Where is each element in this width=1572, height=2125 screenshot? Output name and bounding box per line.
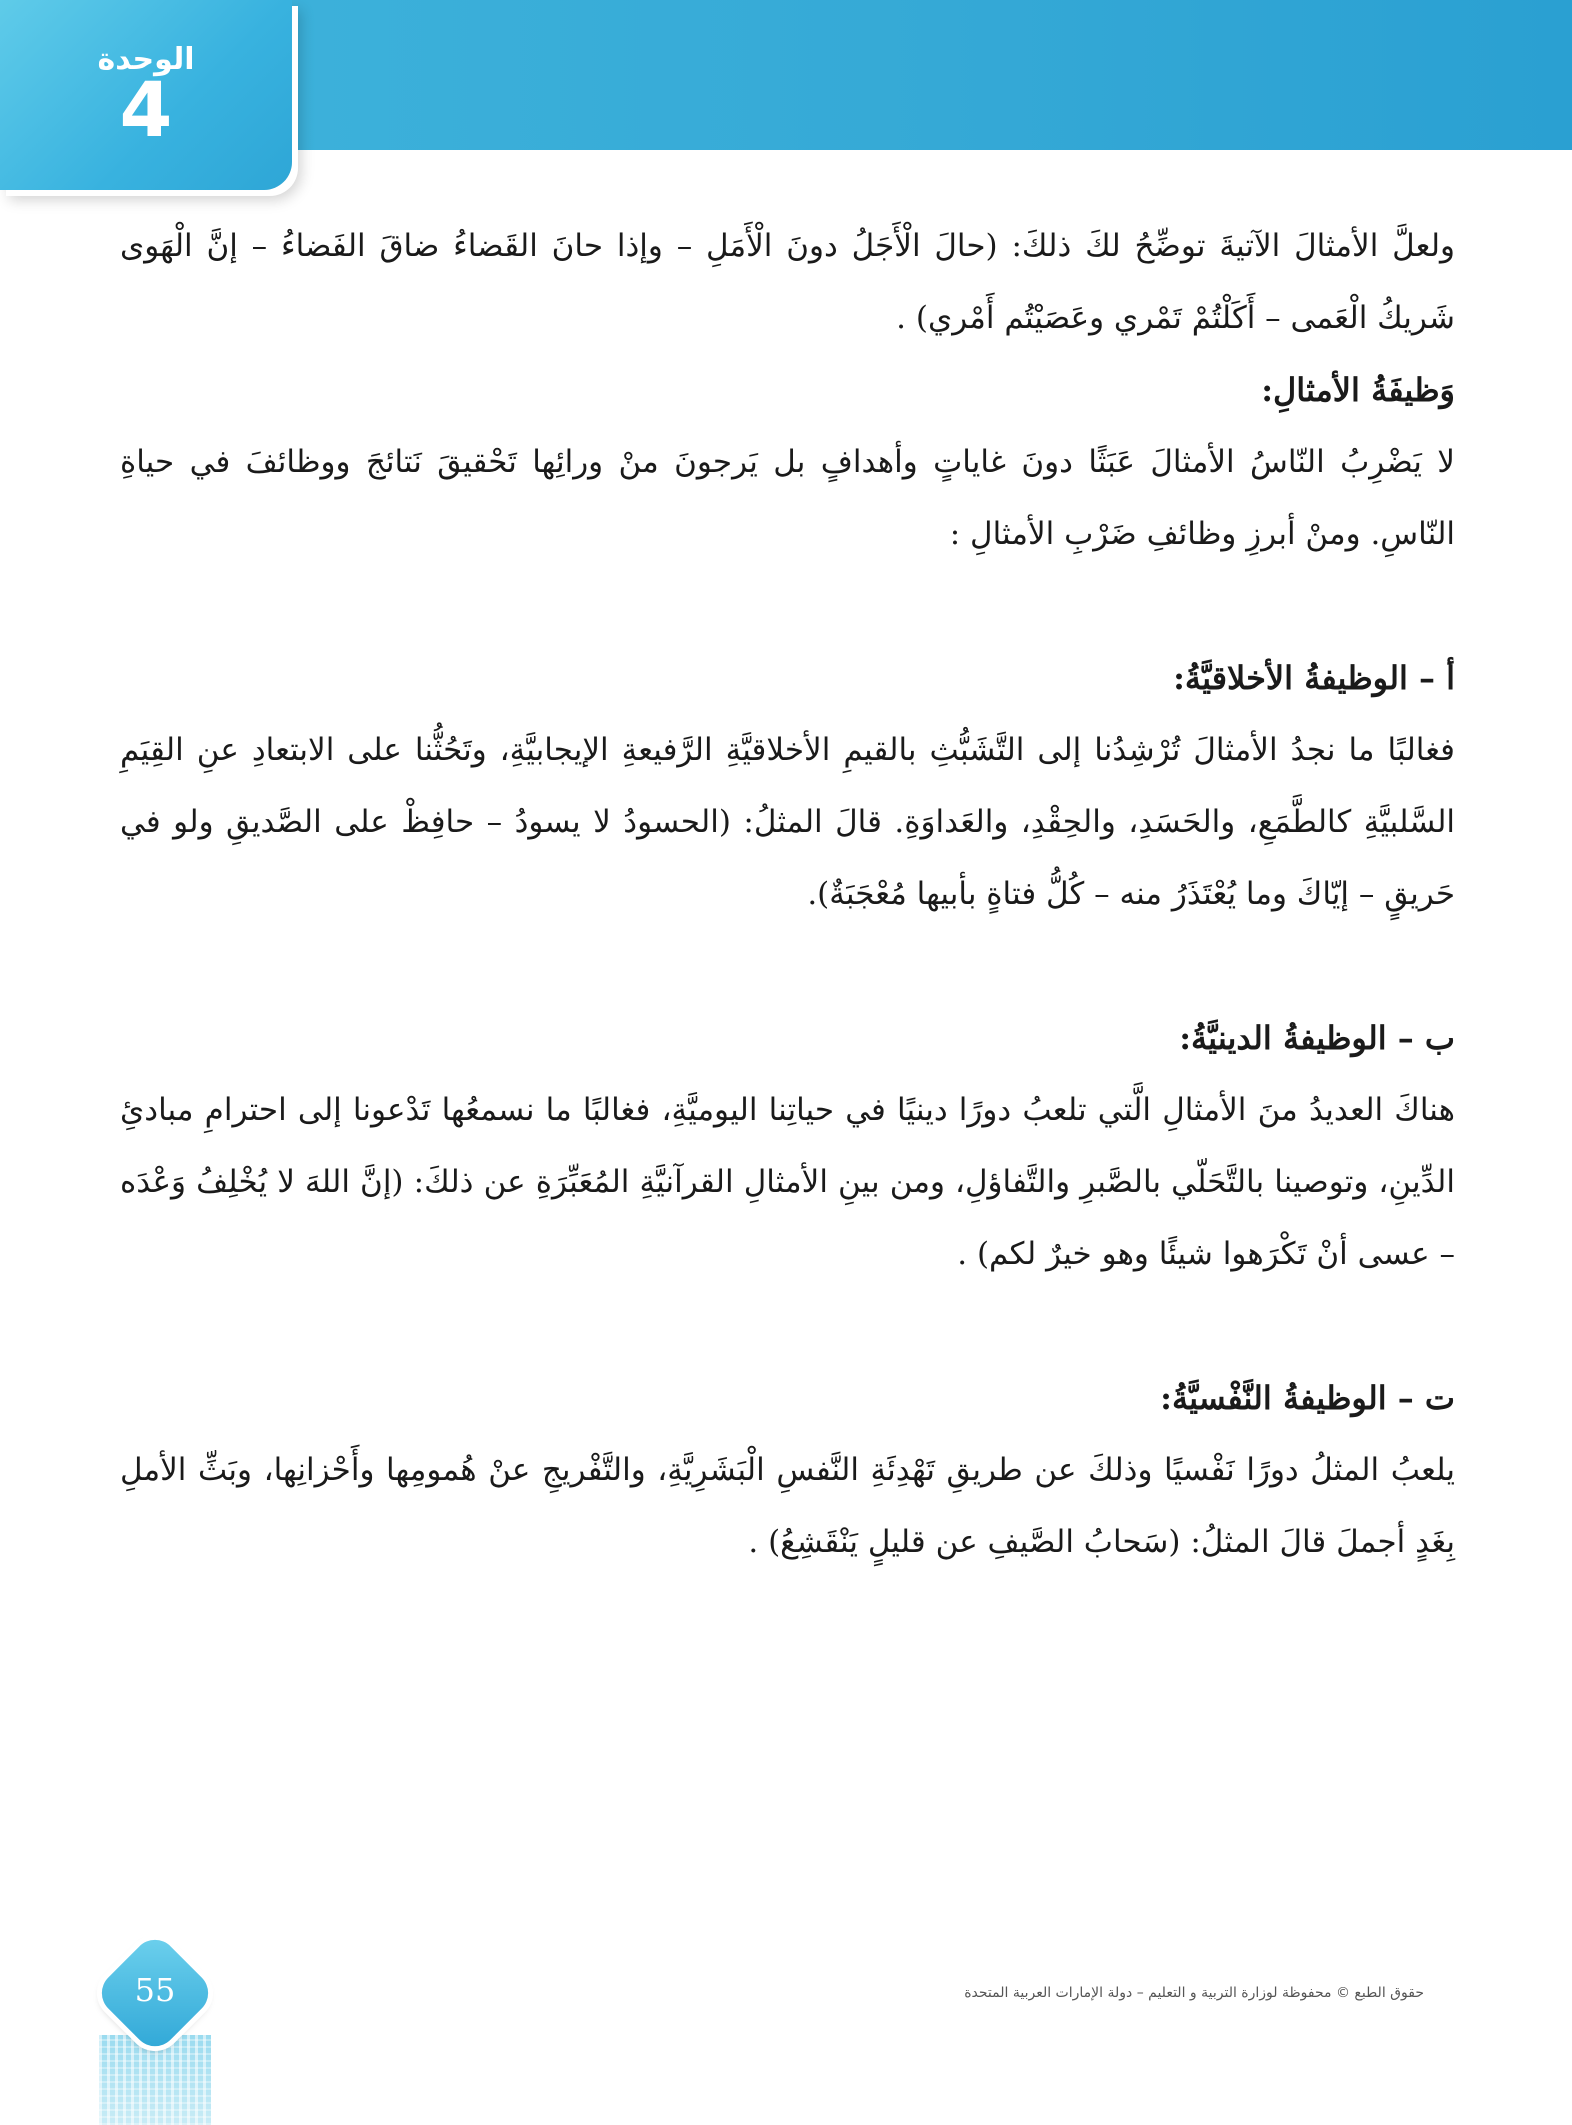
page-number-badge [95, 1935, 215, 2125]
section-title-religious: ب – الوظيفةُ الدينيَّةُ: [1179, 1019, 1455, 1057]
unit-number: 4 [119, 65, 173, 154]
page-content [120, 210, 1455, 1578]
intro-paragraph: ولعلَّ الأمثالَ الآتيةَ توضِّحُ لكَ ذلكَ: (حالَ الْأَجَلُ دونَ الْأَمَلِ – وإذا حانَ القَضاءُ ضاقَ الفَضاءُ – إنَّ الْهَوى شَريكُ الْعَمى – أَكَلْتُمْ تَمْري وعَصَيْتُم أَمْري) . [120, 228, 1455, 336]
page-number: 55 [134, 1971, 176, 2009]
section-body-religious: هناكَ العديدُ منَ الأمثالِ الَّتي تلعبُ دورًا دينيًا في حياتِنا اليوميَّةِ، فغالبًا ما نسمعُها تَدْعونا إلى احترامِ مبادئِ الدِّينِ، وتوصينا بالتَّحَلّي بالصَّبرِ والتَّفاؤلِ، ومن بينِ الأمثالِ القرآنيَّةِ المُعَبِّرَةِ عن ذلكَ: (إنَّ اللهَ لا يُخْلِفُ وَعْدَه – عسى أنْ تَكْرَهوا شيئًا وهو خيرٌ لكم) . [120, 1092, 1455, 1272]
section-body-main: لا يَضْرِبُ النّاسُ الأمثالَ عَبَثًا دونَ غاياتٍ وأهدافٍ بل يَرجونَ منْ ورائِها تَحْقيقَ نَتائجَ ووظائفَ في حياةِ النّاسِ. ومنْ أبرزِ وظائفِ ضَرْبِ الأمثالِ : [120, 444, 1455, 552]
unit-tab [0, 0, 292, 190]
section-title-psychological: ت – الوظيفةُ النَّفْسيَّةُ: [1160, 1379, 1455, 1417]
section-title-ethical: أ – الوظيفةُ الأخلاقيَّةُ: [1173, 659, 1455, 697]
decorative-texture [99, 2035, 211, 2125]
section-title-main: وَظيفَةُ الأمثالِ: [1261, 371, 1455, 409]
section-body-psychological: يلعبُ المثلُ دورًا نَفْسيًا وذلكَ عن طريقِ تَهْدِئَةِ النَّفسِ الْبَشَرِيَّةِ، والتَّفْريجِ عنْ هُمومِها وأَحْزانِها، وبَثِّ الأملِ بِغَدٍ أجملَ قالَ المثلُ: (سَحابُ الصَّيفِ عن قليلٍ يَنْقَشِعُ) . [120, 1452, 1455, 1560]
section-body-ethical: فغالبًا ما نجدُ الأمثالَ تُرْشِدُنا إلى التَّشَبُّثِ بالقيمِ الأخلاقيَّةِ الرَّفيعةِ الإيجابيَّةِ، وتَحُثُّنا على الابتعادِ عنِ القِيَمِ السَّلبيَّةِ كالطَّمَعِ، والحَسَدِ، والحِقْدِ، والعَداوَةِ. قالَ المثلُ: (الحسودُ لا يسودُ – حافِظْ على الصَّديقِ ولو في حَريقٍ – إيّاكَ وما يُعْتَذَرُ منه – كُلُّ فتاةٍ بأبيها مُعْجَبَةٌ). [120, 732, 1455, 912]
copyright-notice: حقوق الطبع © محفوظة لوزارة التربية و التعليم – دولة الإمارات العربية المتحدة [964, 1985, 1424, 2001]
unit-label: الوحدة [97, 42, 195, 77]
